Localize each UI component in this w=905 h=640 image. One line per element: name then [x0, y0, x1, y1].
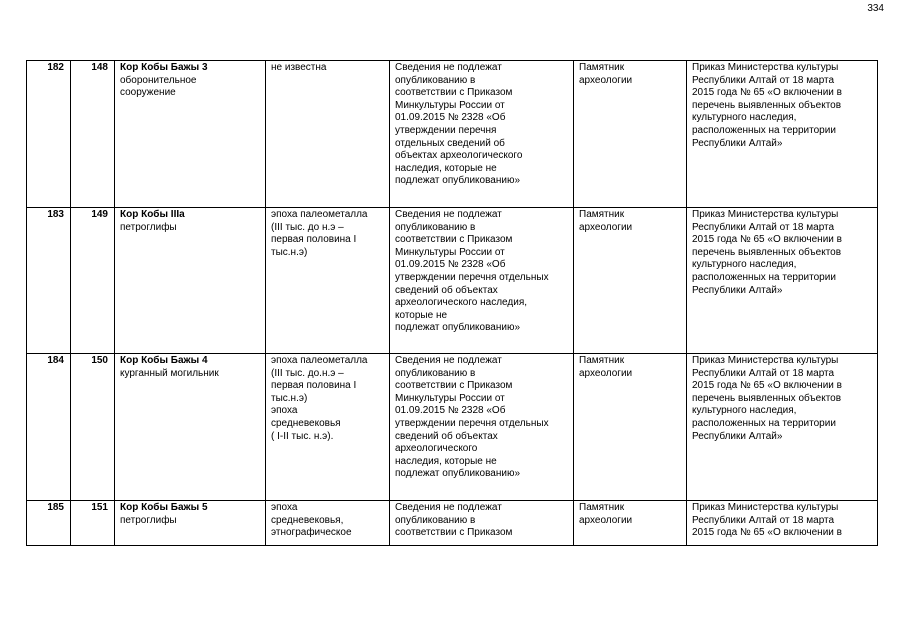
dating-cell: не известна — [266, 61, 390, 208]
location-info-cell: Сведения не подлежат опубликованию в соответствии с Приказом — [390, 501, 574, 546]
category-cell: Памятник археологии — [574, 501, 687, 546]
object-name: Кор Кобы Бажы 5 — [120, 502, 208, 513]
document-cell: Приказ Министерства культуры Республики Алтай от 18 марта 2015 года № 65 «О включении в перечень выявленных объектов культурного наследия, расположенных на территории Республики Алтай» — [687, 208, 878, 354]
location-info-cell: Сведения не подлежат опубликованию в соответствии с Приказом Минкультуры России от 01.09.2015 № 2328 «Об утверждении перечня отдельных сведений об объектах археологического наследия, которые не подлежат опубликованию» — [390, 208, 574, 354]
table-row — [27, 208, 878, 354]
heritage-registry-table — [26, 60, 878, 546]
object-name: Кор Кобы Бажы 4 — [120, 355, 208, 366]
object-type: курганный могильник — [120, 367, 219, 379]
row-number: 182 — [27, 61, 71, 208]
location-info-cell: Сведения не подлежат опубликованию в соответствии с Приказом Минкультуры России от 01.09.2015 № 2328 «Об утверждении перечня отдельных сведений об объектах археологического наследия, которые не подлежат опубликованию» — [390, 61, 574, 208]
dating-cell: эпоха палеометалла (III тыс. до.н.э – первая половина I тыс.н.э) эпоха средневековья ( I-II тыс. н.э). — [266, 354, 390, 501]
object-type: оборонительное сооружение — [120, 74, 197, 99]
object-type: петроглифы — [120, 514, 177, 526]
object-cell — [115, 501, 266, 546]
category-cell: Памятник археологии — [574, 208, 687, 354]
row-number: 183 — [27, 208, 71, 354]
dating-cell: эпоха средневековья, этнографическое — [266, 501, 390, 546]
location-info-cell: Сведения не подлежат опубликованию в соответствии с Приказом Минкультуры России от 01.09.2015 № 2328 «Об утверждении перечня отдельных сведений об объектах археологического наследия, которые не подлежат опубликованию» — [390, 354, 574, 501]
object-cell — [115, 208, 266, 354]
object-name: Кор Кобы Бажы 3 — [120, 62, 208, 73]
category-cell: Памятник археологии — [574, 61, 687, 208]
row-number: 185 — [27, 501, 71, 546]
object-name: Кор Кобы IIIа — [120, 209, 185, 220]
object-cell — [115, 354, 266, 501]
page-number: 334 — [867, 3, 884, 14]
document-cell: Приказ Министерства культуры Республики Алтай от 18 марта 2015 года № 65 «О включении в перечень выявленных объектов культурного наследия, расположенных на территории Республики Алтай» — [687, 354, 878, 501]
category-cell: Памятник археологии — [574, 354, 687, 501]
document-cell: Приказ Министерства культуры Республики Алтай от 18 марта 2015 года № 65 «О включении в — [687, 501, 878, 546]
registry-number: 149 — [71, 208, 115, 354]
registry-number: 151 — [71, 501, 115, 546]
object-type: петроглифы — [120, 221, 177, 233]
row-number: 184 — [27, 354, 71, 501]
registry-number: 148 — [71, 61, 115, 208]
document-cell: Приказ Министерства культуры Республики Алтай от 18 марта 2015 года № 65 «О включении в перечень выявленных объектов культурного наследия, расположенных на территории Республики Алтай» — [687, 61, 878, 208]
table-row — [27, 501, 878, 546]
dating-cell: эпоха палеометалла (III тыс. до н.э – первая половина I тыс.н.э) — [266, 208, 390, 354]
table-row — [27, 61, 878, 208]
table-row — [27, 354, 878, 501]
object-cell — [115, 61, 266, 208]
registry-number: 150 — [71, 354, 115, 501]
